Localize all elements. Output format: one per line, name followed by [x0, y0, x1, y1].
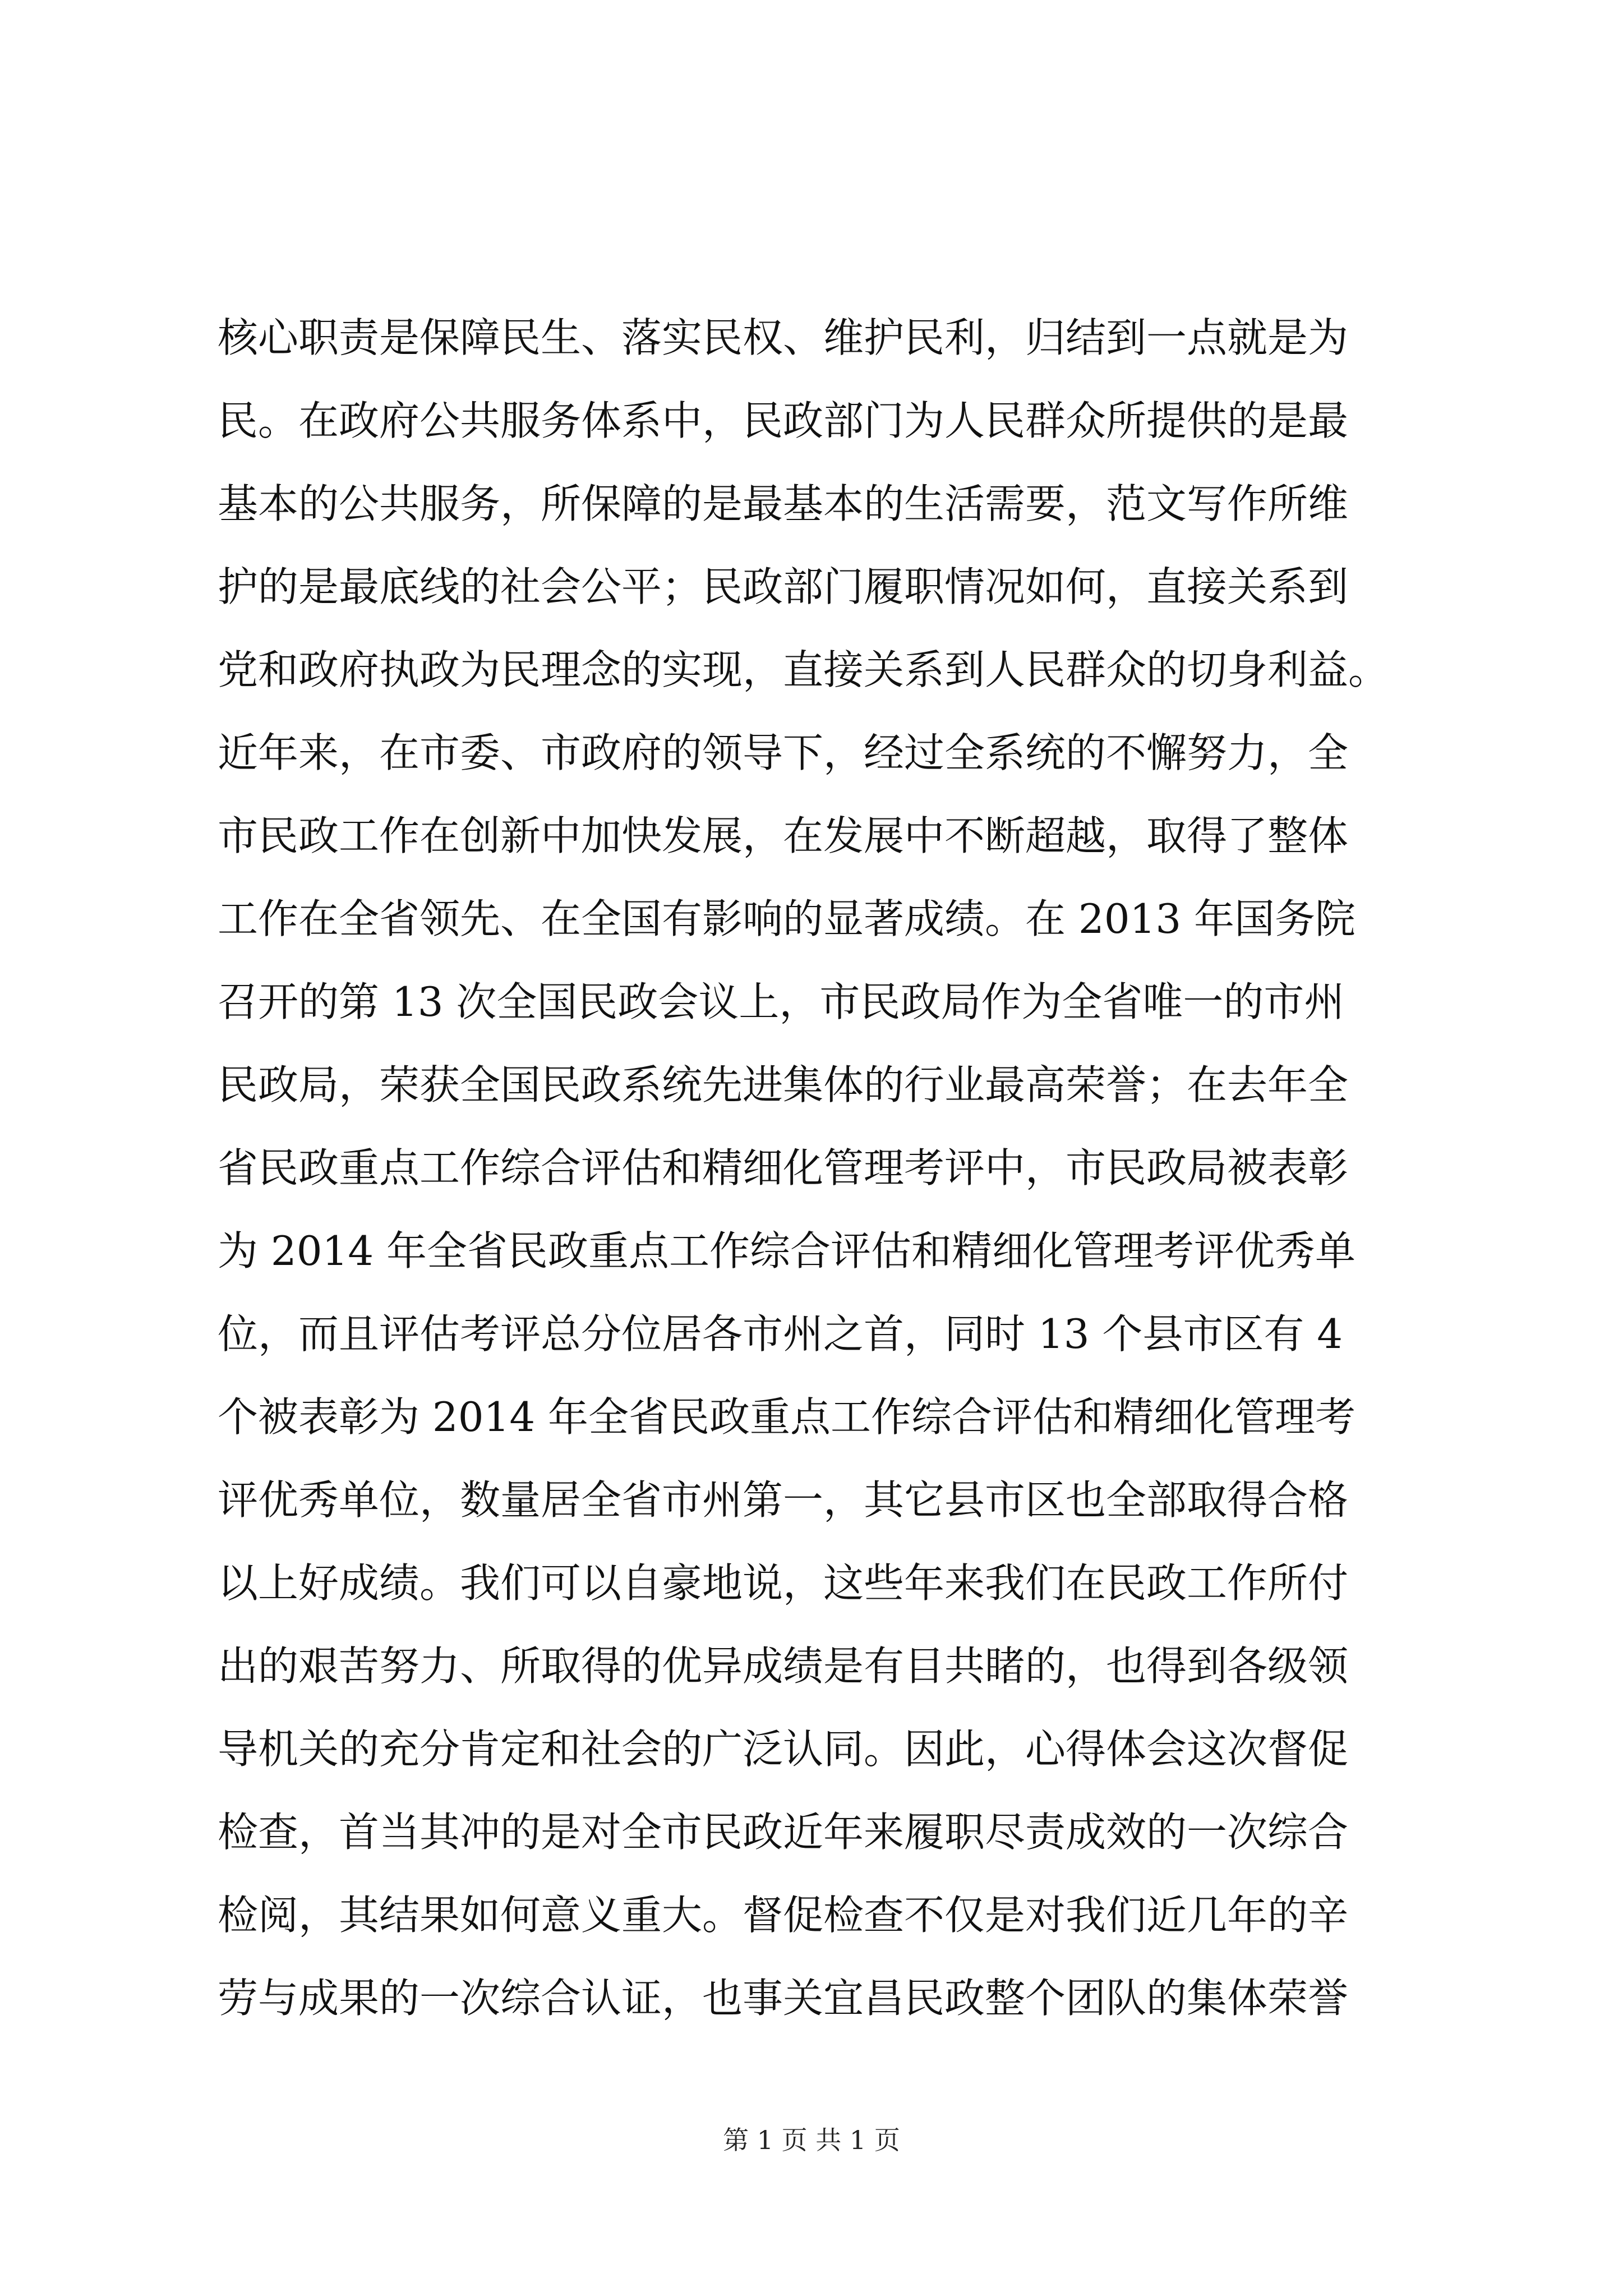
text-line-4: 护的是最底线的社会公平；民政部门履职情况如何，直接关系到 — [218, 563, 1349, 610]
text-line-12: 为 2014 年全省民政重点工作综合评估和精细化管理考评优秀单 — [218, 1227, 1356, 1274]
text-line-17: 出的艰苦努力、所取得的优异成绩是有目共睹的，也得到各级领 — [218, 1642, 1349, 1690]
text-line-2: 民。在政府公共服务体系中，民政部门为人民群众所提供的是最 — [218, 397, 1349, 444]
text-line-11: 省民政重点工作综合评估和精细化管理考评中，市民政局被表彰 — [218, 1144, 1349, 1191]
page-footer: 第 1 页 共 1 页 — [723, 2125, 900, 2155]
text-line-7: 市民政工作在创新中加快发展，在发展中不断超越，取得了整体 — [218, 812, 1349, 859]
text-line-9: 召开的第 13 次全国民政会议上，市民政局作为全省唯一的市州 — [218, 978, 1345, 1025]
text-line-21: 劳与成果的一次综合认证，也事关宜昌民政整个团队的集体荣誉 — [218, 1975, 1349, 2022]
text-line-3: 基本的公共服务，所保障的是最基本的生活需要，范文写作所维 — [218, 480, 1349, 527]
text-line-6: 近年来，在市委、市政府的领导下，经过全系统的不懈努力，全 — [218, 729, 1349, 776]
text-line-19: 检查，首当其冲的是对全市民政近年来履职尽责成效的一次综合 — [218, 1809, 1349, 1856]
text-line-1: 核心职责是保障民生、落实民权、维护民利，归结到一点就是为 — [218, 314, 1349, 361]
text-line-18: 导机关的充分肯定和社会的广泛认同。因此，心得体会这次督促 — [218, 1726, 1349, 1773]
text-line-20: 检阅，其结果如何意义重大。督促检查不仅是对我们近几年的辛 — [218, 1892, 1349, 1939]
text-line-16: 以上好成绩。我们可以自豪地说，这些年来我们在民政工作所付 — [218, 1559, 1349, 1607]
text-line-14: 个被表彰为 2014 年全省民政重点工作综合评估和精细化管理考 — [218, 1393, 1356, 1441]
text-line-13: 位，而且评估考评总分位居各市州之首，同时 13 个县市区有 4 — [218, 1310, 1343, 1358]
text-line-10: 民政局，荣获全国民政系统先进集体的行业最高荣誉；在去年全 — [218, 1061, 1349, 1108]
text-line-8: 工作在全省领先、在全国有影响的显著成绩。在 2013 年国务院 — [218, 895, 1356, 942]
text-line-15: 评优秀单位，数量居全省市州第一，其它县市区也全部取得合格 — [218, 1476, 1349, 1524]
text-line-5: 党和政府执政为民理念的实现，直接关系到人民群众的切身利益。 — [218, 646, 1389, 693]
